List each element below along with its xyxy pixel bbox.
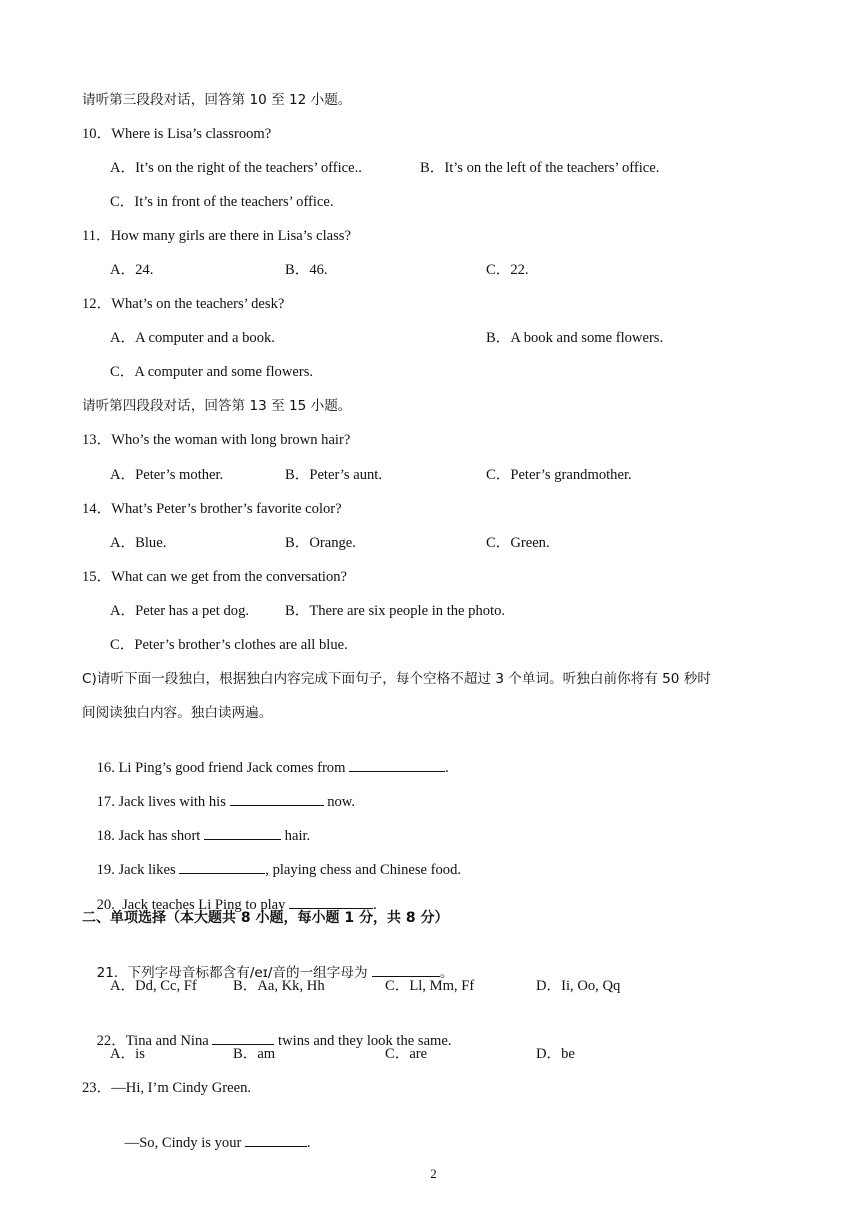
q14-option-c: C．Green. (486, 535, 550, 551)
q23-line2 (110, 1112, 311, 1173)
q10-option-b: B．It’s on the left of the teachers’ office. (420, 160, 660, 176)
q19-blank[interactable] (179, 859, 265, 874)
q11-option-c: C．22. (486, 262, 529, 278)
q11-stem: 11．How many girls are there in Lisa’s class? (82, 228, 351, 244)
partc-instruction-line1: C)请听下面一段独白，根据独白内容完成下面句子，每个空格不超过 3 个单词。听独白前你将有 50 秒时 (82, 671, 711, 687)
q22-text-before: 22．Tina and Nina (96, 1033, 213, 1049)
q10-option-a: A．It’s on the right of the teachers’ office.. (110, 160, 362, 176)
q11-option-a: A．24. (110, 262, 154, 278)
q22-option-a: A．is (110, 1046, 145, 1062)
section3-header: 请听第三段段对话，回答第 10 至 12 小题。 (82, 92, 352, 108)
q18-text-before: 18. Jack has short (96, 828, 205, 844)
q13-option-b: B．Peter’s aunt. (285, 467, 383, 483)
q21-option-b: B．Aa, Kk, Hh (233, 978, 325, 994)
q20-text-after: . (373, 897, 377, 913)
q15-stem: 15．What can we get from the conversation? (82, 569, 348, 585)
q16-text-before: 16. Li Ping’s good friend Jack comes from (96, 760, 350, 776)
q12-option-a: A．A computer and a book. (110, 330, 275, 346)
section4-header: 请听第四段段对话，回答第 13 至 15 小题。 (82, 398, 352, 414)
q13-option-a: A．Peter’s mother. (110, 467, 224, 483)
q16-text-after: . (445, 760, 449, 776)
q12-stem: 12．What’s on the teachers’ desk? (82, 296, 285, 312)
q23-text-after: . (307, 1135, 311, 1151)
q22-blank[interactable] (212, 1030, 274, 1045)
partc-instruction-line2: 间阅读独白内容。独白读两遍。 (82, 705, 273, 721)
q21-text-before: 21．下列字母音标都含有/eɪ/音的一组字母为 (96, 965, 372, 981)
section2-title: 二、单项选择（本大题共 8 小题，每小题 1 分，共 8 分） (82, 910, 449, 926)
q18-text-after: hair. (281, 828, 311, 844)
q23-blank[interactable] (245, 1132, 307, 1147)
q22-option-d: D．be (536, 1046, 575, 1062)
q13-stem: 13．Who’s the woman with long brown hair? (82, 432, 351, 448)
q20-blank[interactable] (289, 894, 373, 909)
page-number: 2 (430, 1166, 437, 1181)
q15-option-a: A．Peter has a pet dog. (110, 603, 250, 619)
q20-text-before: 20. Jack teaches Li Ping to play (96, 897, 290, 913)
q21-option-d: D．Ii, Oo, Qq (536, 978, 621, 994)
q22-text-after: twins and they look the same. (274, 1033, 452, 1049)
q19-text-after: , playing chess and Chinese food. (265, 862, 462, 878)
q12-option-b: B．A book and some flowers. (486, 330, 664, 346)
q10-option-c: C．It’s in front of the teachers’ office. (110, 194, 334, 210)
q14-option-a: A．Blue. (110, 535, 167, 551)
q14-option-b: B．Orange. (285, 535, 356, 551)
q22-option-c: C．are (385, 1046, 428, 1062)
q15-option-b: B．There are six people in the photo. (285, 603, 506, 619)
q11-option-b: B．46. (285, 262, 328, 278)
q14-stem: 14．What’s Peter’s brother’s favorite color? (82, 501, 342, 517)
q13-option-c: C．Peter’s grandmother. (486, 467, 632, 483)
q19-text-before: 19. Jack likes (96, 862, 180, 878)
q17-blank[interactable] (230, 791, 324, 806)
q23-text-before: —So, Cindy is your (124, 1135, 246, 1151)
q21-option-c: C．Ll, Mm, Ff (385, 978, 475, 994)
q17-text-before: 17. Jack lives with his (96, 794, 230, 810)
q10-stem: 10．Where is Lisa’s classroom? (82, 126, 272, 142)
q18-blank[interactable] (204, 825, 281, 840)
q21-text-after: 。 (439, 965, 454, 981)
q21-option-a: A．Dd, Cc, Ff (110, 978, 197, 994)
q23-line1: 23．—Hi, I’m Cindy Green. (82, 1080, 252, 1096)
q22-option-b: B．am (233, 1046, 276, 1062)
q15-option-c: C．Peter’s brother’s clothes are all blue. (110, 637, 348, 653)
q21-blank[interactable] (372, 962, 440, 977)
q16-blank[interactable] (349, 757, 445, 772)
q17-text-after: now. (323, 794, 356, 810)
q12-option-c: C．A computer and some flowers. (110, 364, 314, 380)
